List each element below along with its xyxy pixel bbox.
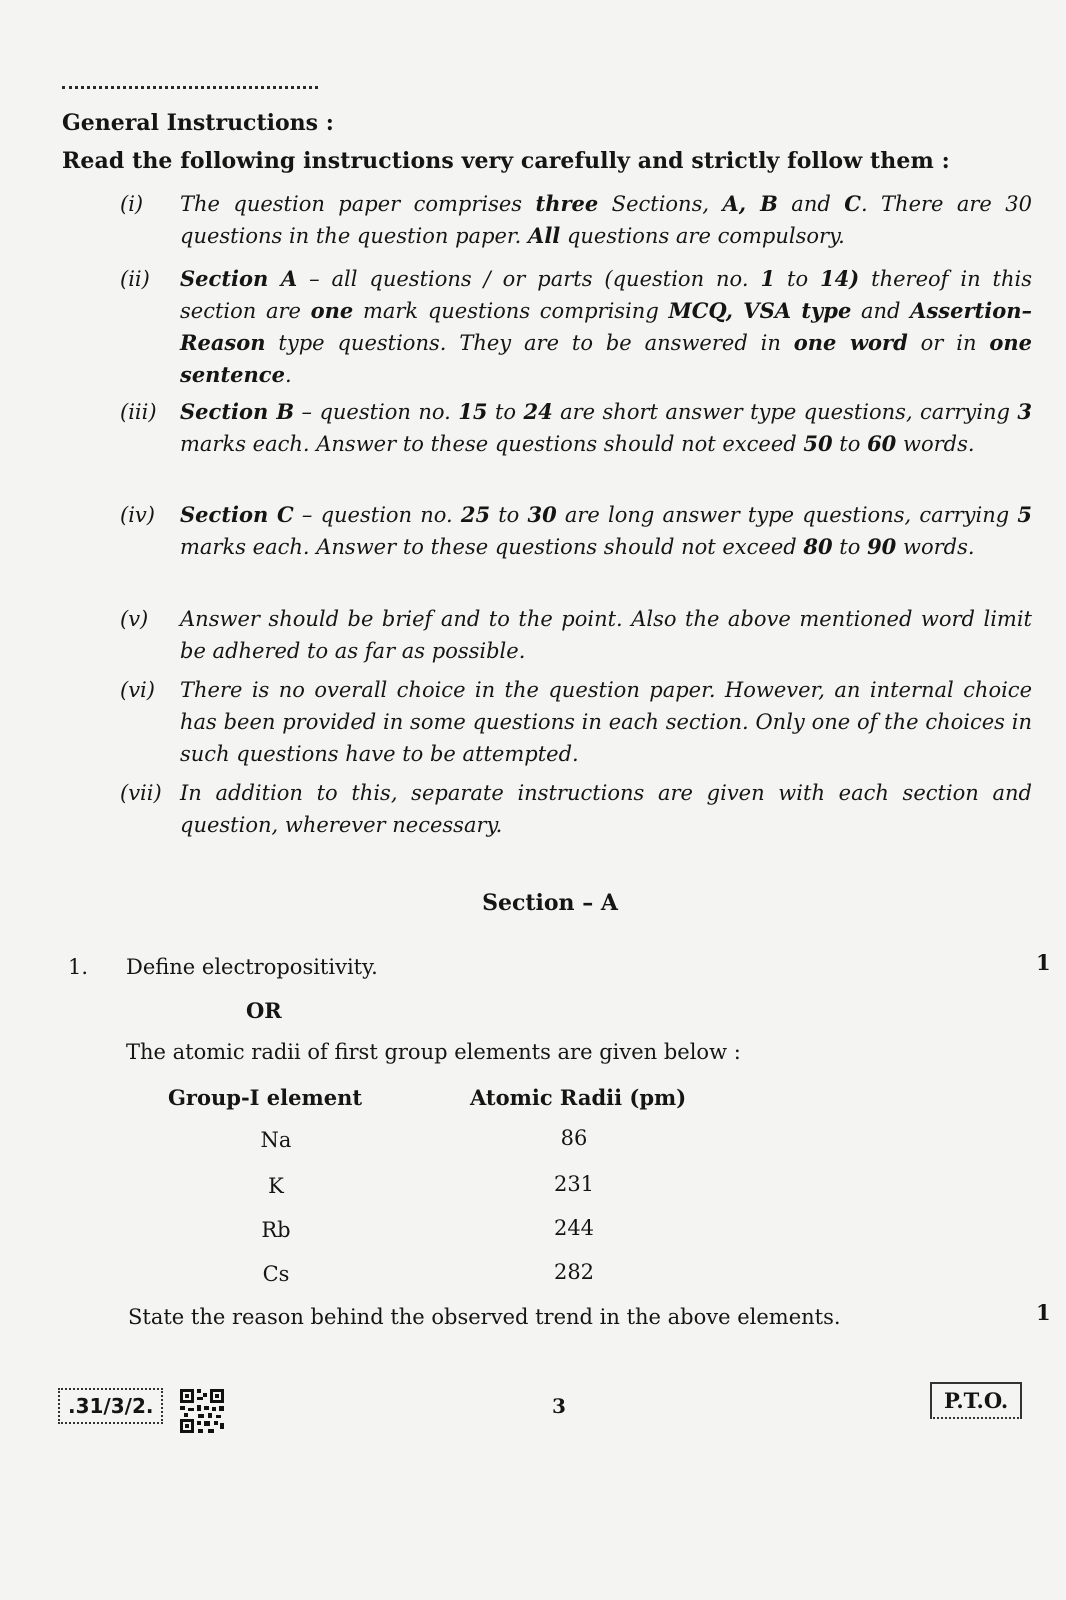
alternative-question-text: The atomic radii of first group elements are given below : xyxy=(126,1040,741,1064)
instruction-segment: In addition to this, separate instructions are given with each section and question, wherever necessary. xyxy=(180,781,1032,837)
instruction-emphasis: one word xyxy=(793,330,908,355)
instruction-segment: mark questions comprising xyxy=(353,299,669,323)
instruction-number: (vi) xyxy=(120,678,155,702)
instruction-emphasis: 24 xyxy=(523,399,553,424)
instruction-number: (v) xyxy=(120,607,149,631)
instruction-item xyxy=(120,674,1032,770)
instruction-text xyxy=(180,603,1032,667)
or-label: OR xyxy=(246,998,282,1023)
instruction-number: (ii) xyxy=(120,267,150,291)
instruction-segment: The question paper comprises xyxy=(180,192,536,216)
instruction-emphasis: 14) xyxy=(820,266,860,291)
instruction-segment: words. xyxy=(896,432,975,456)
instruction-segment: marks each. Answer to these questions should not exceed xyxy=(180,432,804,456)
instruction-segment: – all questions / or parts (question no. xyxy=(297,267,761,291)
instruction-emphasis: 5 xyxy=(1017,502,1033,527)
instruction-segment: type questions. They are to be answered in xyxy=(265,331,794,355)
instruction-segment: words. xyxy=(896,535,975,559)
instruction-text xyxy=(180,674,1032,770)
instruction-number: (iv) xyxy=(120,503,155,527)
table-cell-radius: 231 xyxy=(553,1172,595,1196)
instruction-segment: to xyxy=(832,535,868,559)
instruction-segment: . xyxy=(284,363,292,387)
instruction-emphasis: Assertion–Reason xyxy=(180,298,1032,355)
instruction-emphasis: Section C xyxy=(180,502,294,527)
follow-up-question-text: State the reason behind the observed trend in the above elements. xyxy=(128,1305,841,1329)
table-header-element: Group-I element xyxy=(168,1085,363,1110)
instruction-segment: to xyxy=(832,432,868,456)
instruction-segment: marks each. Answer to these questions should not exceed xyxy=(180,535,804,559)
section-title: Section – A xyxy=(482,890,618,916)
qr-code-icon xyxy=(178,1387,226,1435)
instruction-text xyxy=(180,188,1032,252)
instruction-segment: – question no. xyxy=(293,503,461,527)
instruction-emphasis: Section A xyxy=(180,266,298,291)
instruction-segment: Sections, xyxy=(598,192,723,216)
instruction-emphasis: Section B xyxy=(180,399,295,424)
instruction-emphasis: All xyxy=(528,223,561,248)
instruction-segment: to xyxy=(487,400,524,424)
instruction-emphasis: 15 xyxy=(458,399,488,424)
instruction-emphasis: three xyxy=(535,191,599,216)
instruction-emphasis: 3 xyxy=(1017,399,1033,424)
pto-box: P.T.O. xyxy=(930,1382,1022,1419)
instruction-number: (i) xyxy=(120,192,144,216)
instruction-item xyxy=(120,499,1032,563)
instruction-text xyxy=(180,499,1032,563)
instruction-segment: are long answer type questions, carrying xyxy=(556,503,1018,527)
instruction-segment: questions are compulsory. xyxy=(560,224,845,248)
table-cell-element: Cs xyxy=(262,1262,290,1286)
question-number: 1. xyxy=(68,955,89,979)
instruction-text xyxy=(180,396,1032,460)
general-instructions-subheading: Read the following instructions very carefully and strictly follow them : xyxy=(62,148,950,174)
instruction-emphasis: 60 xyxy=(867,431,897,456)
instruction-item xyxy=(120,263,1032,391)
instruction-segment: . There are 30 questions in the question paper. xyxy=(180,192,1033,248)
paper-code: .31/3/2. xyxy=(58,1388,163,1424)
instruction-text xyxy=(180,777,1032,841)
general-instructions-heading: General Instructions : xyxy=(62,110,334,136)
instruction-segment: There is no overall choice in the question paper. However, an internal choice has been provided in some questions in each section. Only one of the choices in such questions have to be attempted. xyxy=(180,678,1032,766)
question-marks: 1 xyxy=(1036,950,1051,975)
instruction-segment: and xyxy=(777,192,845,216)
top-dotted-rule xyxy=(62,86,318,89)
instruction-emphasis: C xyxy=(844,191,861,216)
instruction-number: (vii) xyxy=(120,781,162,805)
instruction-emphasis: one sentence xyxy=(180,330,1033,387)
instruction-emphasis: 80 xyxy=(803,534,833,559)
instruction-segment: Answer should be brief and to the point. Also the above mentioned word limit be adhered to as far as possible. xyxy=(180,607,1032,663)
instruction-item xyxy=(120,396,1032,460)
instruction-segment: to xyxy=(775,267,821,291)
table-cell-element: Rb xyxy=(261,1218,291,1242)
table-cell-element: K xyxy=(268,1174,284,1198)
table-cell-radius: 244 xyxy=(553,1216,595,1240)
follow-up-marks: 1 xyxy=(1036,1300,1051,1325)
table-header-radii: Atomic Radii (pm) xyxy=(470,1085,687,1110)
page-number: 3 xyxy=(552,1394,566,1418)
instruction-emphasis: A, B xyxy=(722,191,778,216)
table-cell-radius: 86 xyxy=(560,1126,588,1150)
instruction-segment: and xyxy=(851,299,911,323)
instruction-emphasis: 50 xyxy=(803,431,833,456)
instruction-segment: – question no. xyxy=(294,400,459,424)
instruction-segment: thereof in this section are xyxy=(180,267,1033,323)
instruction-segment: to xyxy=(490,503,528,527)
table-cell-element: Na xyxy=(260,1128,292,1152)
instruction-segment: are short answer type questions, carrying xyxy=(552,400,1018,424)
table-cell-radius: 282 xyxy=(553,1260,595,1284)
instruction-text xyxy=(180,263,1032,391)
instruction-emphasis: one xyxy=(310,298,354,323)
question-text: Define electropositivity. xyxy=(126,955,378,979)
instruction-emphasis: 25 xyxy=(460,502,491,527)
instruction-item xyxy=(120,777,1032,841)
instruction-emphasis: 30 xyxy=(527,502,557,527)
instruction-emphasis: 1 xyxy=(760,266,776,291)
instruction-number: (iii) xyxy=(120,400,157,424)
instruction-emphasis: 90 xyxy=(867,534,897,559)
instruction-segment: or in xyxy=(907,331,990,355)
instruction-item xyxy=(120,603,1032,667)
instruction-item xyxy=(120,188,1032,252)
instruction-emphasis: MCQ, VSA type xyxy=(668,298,852,323)
